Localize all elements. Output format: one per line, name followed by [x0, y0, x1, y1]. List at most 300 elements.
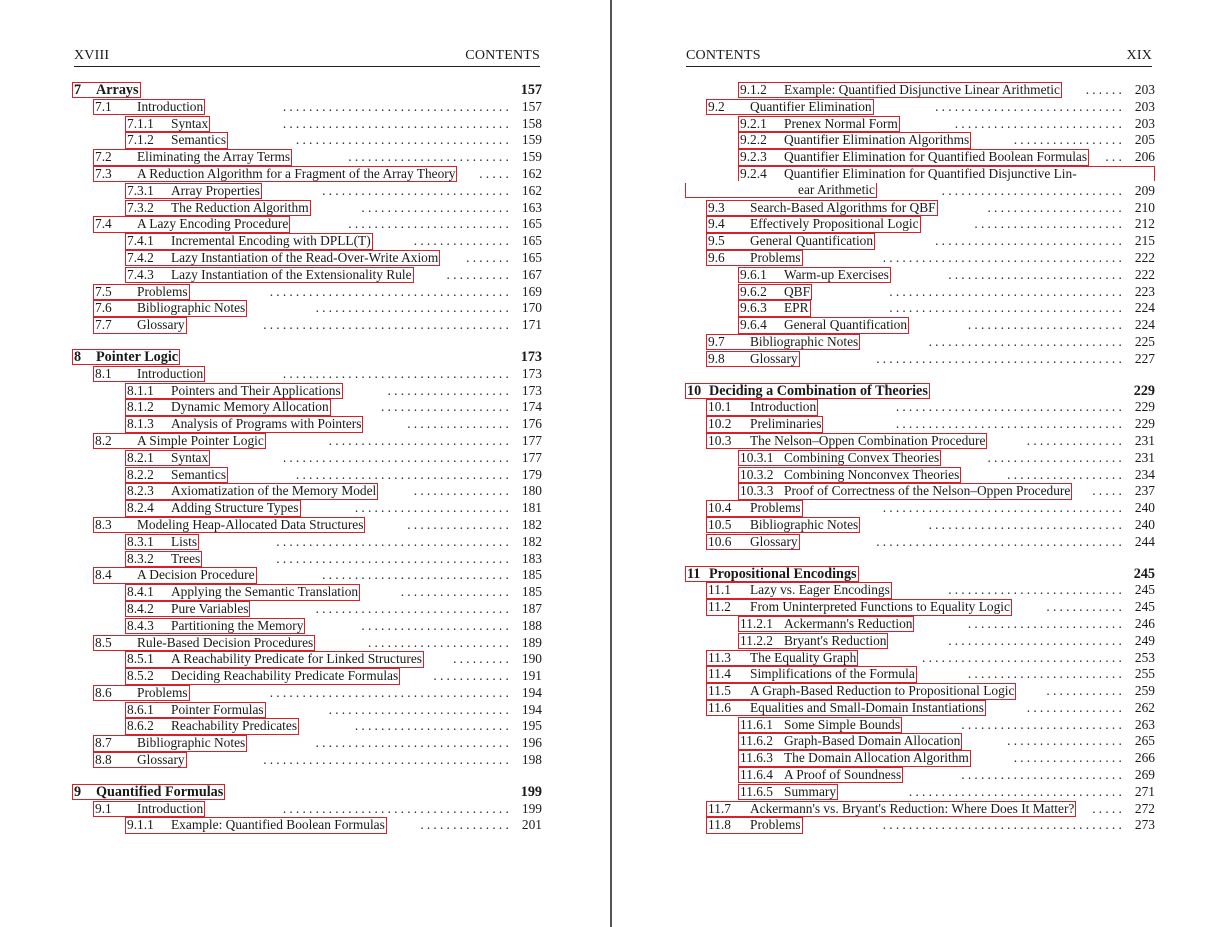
toc-section-entry[interactable] [72, 149, 542, 166]
dot-leader: ..... [479, 165, 512, 181]
toc-title: Quantifier Elimination for Quantified Disjunctive Lin- [784, 165, 1077, 181]
toc-link[interactable] [93, 567, 257, 583]
toc-page-number: 266 [1134, 750, 1155, 766]
toc-number: 8.5 [95, 634, 112, 650]
toc-subsection-entry[interactable] [72, 132, 542, 149]
toc-title: QBF [784, 283, 811, 299]
toc-number: 11.6.5 [740, 783, 773, 799]
toc-section-entry[interactable] [685, 216, 1155, 233]
toc-link[interactable] [125, 817, 387, 833]
toc-link[interactable] [738, 633, 888, 649]
toc-link[interactable] [738, 767, 903, 783]
toc-subsection-entry[interactable] [685, 733, 1155, 750]
toc-section-entry[interactable] [685, 250, 1155, 267]
toc-number: 8 [74, 348, 82, 365]
running-title: CONTENTS [686, 48, 761, 63]
dot-leader: ................................... [282, 98, 512, 114]
toc-link[interactable] [125, 416, 363, 432]
toc-number: 8.2.4 [127, 500, 154, 516]
toc-link[interactable] [738, 116, 900, 132]
toc-title: Bibliographic Notes [137, 300, 246, 316]
toc-link[interactable] [738, 300, 811, 316]
toc-section-entry[interactable] [685, 433, 1155, 450]
toc-number: 9.2.2 [740, 132, 767, 148]
dot-leader: ........................ [967, 317, 1125, 333]
toc-number: 7.6 [95, 300, 112, 316]
toc-number: 9.2.1 [740, 115, 767, 131]
toc-section-entry[interactable] [685, 666, 1155, 683]
toc-subsection-entry[interactable] [72, 551, 542, 568]
toc-link[interactable] [125, 200, 311, 216]
toc-number: 8.2.2 [127, 466, 154, 482]
toc-page-number: 259 [1134, 683, 1155, 699]
toc-link[interactable] [125, 534, 199, 550]
toc-number: 8.1.2 [127, 399, 154, 415]
toc-section-entry[interactable] [72, 300, 542, 317]
toc-link[interactable] [125, 183, 262, 199]
toc-section-entry[interactable] [685, 817, 1155, 834]
toc-chapter-entry[interactable] [72, 349, 542, 366]
dot-leader: ................................... [895, 416, 1125, 432]
toc-number: 9.6.3 [740, 300, 767, 316]
toc-title: Problems [137, 283, 188, 299]
toc-page-number: 223 [1134, 283, 1155, 299]
toc-link[interactable] [706, 99, 874, 115]
toc-link[interactable] [125, 267, 414, 283]
toc-link[interactable] [706, 233, 875, 249]
toc-page-number: 240 [1134, 500, 1155, 516]
toc-link[interactable] [706, 200, 938, 216]
toc-link[interactable] [706, 700, 986, 716]
toc-link[interactable] [125, 116, 210, 132]
toc-link[interactable] [738, 750, 971, 766]
toc-link[interactable] [125, 718, 299, 734]
dot-leader: ... [1105, 149, 1125, 165]
dot-leader: ............... [1026, 699, 1125, 715]
toc-link[interactable] [706, 817, 803, 833]
toc-title: Effectively Propositional Logic [750, 216, 919, 232]
dot-leader: .................................... [889, 300, 1125, 316]
chapter-gap [685, 551, 1155, 566]
toc-subsection-entry[interactable] [685, 717, 1155, 734]
toc-subsection-entry[interactable] [72, 483, 542, 500]
toc-number: 8.4.1 [127, 584, 154, 600]
toc-page-number: 269 [1134, 767, 1155, 783]
toc-link[interactable] [125, 399, 331, 415]
toc-page-number: 203 [1134, 82, 1155, 97]
dot-leader: ............... [1026, 432, 1125, 448]
toc-link[interactable] [738, 483, 1072, 499]
toc-link[interactable] [93, 366, 205, 382]
toc-link[interactable] [93, 752, 187, 768]
toc-title: Proof of Correctness of the Nelson–Oppen Procedure [784, 483, 1071, 499]
toc-subsection-entry[interactable] [685, 767, 1155, 784]
toc-subsection-entry[interactable] [72, 183, 542, 200]
toc-title: Deciding Reachability Predicate Formulas [171, 668, 399, 684]
toc-subsection-entry[interactable] [72, 668, 542, 685]
toc-link[interactable] [706, 416, 823, 432]
toc-section-entry[interactable] [685, 517, 1155, 534]
toc-number: 10 [687, 382, 702, 399]
toc-section-entry[interactable] [72, 517, 542, 534]
toc-section-entry[interactable] [72, 752, 542, 769]
dot-leader: .............................. [315, 300, 512, 316]
toc-link[interactable] [738, 733, 962, 749]
toc-title: Introduction [137, 365, 204, 381]
toc-link[interactable] [706, 666, 917, 682]
dot-leader: ............................. [935, 233, 1125, 249]
toc-link[interactable] [706, 534, 800, 550]
toc-link[interactable] [738, 132, 971, 148]
toc-subsection-entry[interactable] [685, 483, 1155, 500]
toc-link[interactable] [685, 183, 877, 198]
chapter-gap [685, 368, 1155, 383]
toc-link[interactable] [685, 383, 930, 399]
toc-section-entry[interactable] [685, 599, 1155, 616]
toc-link[interactable] [706, 599, 1012, 615]
toc-number: 7.4.1 [127, 233, 154, 249]
toc-section-entry[interactable] [72, 433, 542, 450]
toc-title: Example: Quantified Disjunctive Linear Arithmetic [784, 82, 1060, 97]
toc-title: Lazy vs. Eager Encodings [750, 582, 890, 598]
toc-subsection-entry[interactable] [72, 702, 542, 719]
toc-section-entry[interactable] [685, 334, 1155, 351]
toc-title: Equalities and Small-Domain Instantiations [750, 699, 984, 715]
dot-leader: ............................. [935, 98, 1125, 114]
toc-link[interactable] [125, 132, 228, 148]
toc-section-entry[interactable] [685, 99, 1155, 116]
toc-link[interactable] [125, 702, 266, 718]
toc-number: 11 [687, 565, 701, 582]
toc-title: Ackermann's Reduction [784, 615, 913, 631]
toc-subsection-entry[interactable] [72, 500, 542, 517]
toc-subsection-entry[interactable] [685, 784, 1155, 801]
toc-subsection-entry[interactable] [685, 750, 1155, 767]
toc-link[interactable] [125, 467, 228, 483]
toc-page-number: 222 [1134, 249, 1155, 265]
dot-leader: ................................... [282, 800, 512, 816]
toc-subsection-entry[interactable] [685, 633, 1155, 650]
toc-link[interactable] [738, 467, 961, 483]
toc-link[interactable] [125, 584, 360, 600]
toc-link[interactable] [93, 284, 190, 300]
toc-link[interactable] [706, 500, 803, 516]
toc-subsection-entry[interactable] [685, 149, 1155, 166]
toc-title: Graph-Based Domain Allocation [784, 733, 961, 749]
toc-subsection-entry[interactable] [72, 250, 542, 267]
dot-leader: ..................................... [269, 283, 512, 299]
toc-link[interactable] [738, 267, 891, 283]
toc-section-entry[interactable] [685, 500, 1155, 517]
toc-title: A Lazy Encoding Procedure [137, 216, 289, 232]
toc-section-entry[interactable] [685, 351, 1155, 368]
toc-link[interactable] [706, 650, 858, 666]
toc-section-entry[interactable] [685, 650, 1155, 667]
toc-number: 11.6.4 [740, 767, 773, 783]
toc-page-number: 194 [521, 701, 542, 717]
toc-number: 10.3.3 [740, 483, 774, 499]
toc-link[interactable] [125, 668, 400, 684]
toc-subsection-entry[interactable] [685, 82, 1155, 99]
toc-section-entry[interactable] [72, 284, 542, 301]
toc-subsection-entry[interactable] [72, 399, 542, 416]
dot-leader: ........................... [948, 582, 1125, 598]
toc-number: 8.2.1 [127, 449, 154, 465]
toc-number: 7.3.1 [127, 182, 154, 198]
dot-leader: ................................... [282, 115, 512, 131]
toc-chapter-entry[interactable] [685, 383, 1155, 400]
right-page [613, 0, 1224, 927]
toc-section-entry[interactable] [685, 233, 1155, 250]
toc-subsection-entry[interactable] [685, 300, 1155, 317]
toc-link[interactable] [93, 166, 457, 182]
dot-leader: .............................. [928, 333, 1125, 349]
toc-section-entry[interactable] [72, 99, 542, 116]
toc-page-number: 183 [521, 550, 542, 566]
toc-link[interactable] [93, 635, 315, 651]
dot-leader: .................... [381, 399, 512, 415]
toc-title: Pointers and Their Applications [171, 382, 341, 398]
toc-link[interactable] [706, 250, 803, 266]
toc-section-entry[interactable] [685, 700, 1155, 717]
toc-title: Warm-up Exercises [784, 266, 889, 282]
toc-page-number: 224 [1134, 300, 1155, 316]
toc-title: General Quantification [784, 317, 908, 333]
toc-subsection-entry[interactable] [72, 383, 542, 400]
toc-subsection-entry[interactable] [72, 534, 542, 551]
toc-link[interactable] [93, 801, 205, 817]
toc-link[interactable] [738, 717, 902, 733]
toc-subsection-entry[interactable] [685, 267, 1155, 284]
toc-link[interactable] [93, 517, 365, 533]
toc-subsection-entry[interactable] [72, 618, 542, 635]
toc-link[interactable] [125, 233, 373, 249]
toc-subsection-entry[interactable] [72, 817, 542, 834]
toc-number: 9.2 [708, 98, 725, 114]
toc-number: 8.4.2 [127, 600, 154, 616]
toc-link[interactable] [125, 500, 301, 516]
toc-section-entry[interactable] [685, 582, 1155, 599]
toc-subsection-entry[interactable] [72, 601, 542, 618]
dot-leader: ..................... [987, 199, 1125, 215]
toc-subsection-entry[interactable] [685, 467, 1155, 484]
toc-number: 7.1.2 [127, 132, 154, 148]
toc-link[interactable] [125, 651, 424, 667]
dot-leader: ............ [1046, 683, 1125, 699]
toc-title: General Quantification [750, 233, 874, 249]
toc-number: 8.3 [95, 516, 112, 532]
toc-chapter-entry[interactable] [72, 82, 542, 99]
toc-section-entry[interactable] [685, 534, 1155, 551]
toc-subsection-entry[interactable] [685, 317, 1155, 334]
toc-link[interactable] [738, 317, 909, 333]
toc-section-entry[interactable] [685, 399, 1155, 416]
toc-link[interactable] [738, 284, 812, 300]
toc-number: 11.6.2 [740, 733, 773, 749]
toc-subsection-entry[interactable] [72, 200, 542, 217]
toc-link[interactable] [93, 149, 292, 165]
toc-page-number: 240 [1134, 516, 1155, 532]
toc-page-number: 194 [521, 684, 542, 700]
page-folio: XVIII [74, 48, 110, 63]
toc-number: 9.1 [95, 800, 112, 816]
toc-section-entry[interactable] [685, 801, 1155, 818]
dot-leader: .................................... [276, 533, 512, 549]
toc-number: 9.6.2 [740, 283, 767, 299]
toc-subsection-entry[interactable] [72, 718, 542, 735]
left-page-header [74, 48, 540, 67]
toc-title: Syntax [171, 449, 209, 465]
toc-page-number: 163 [521, 199, 542, 215]
toc-title: Axiomatization of the Memory Model [171, 483, 377, 499]
toc-subsection-entry[interactable] [685, 116, 1155, 133]
toc-subsection-entry[interactable] [72, 467, 542, 484]
toc-link[interactable] [125, 383, 343, 399]
toc-chapter-entry[interactable] [72, 784, 542, 801]
toc-section-entry[interactable] [72, 685, 542, 702]
toc-page-number: 185 [521, 567, 542, 583]
toc-link[interactable] [706, 582, 892, 598]
toc-subsection-entry[interactable] [72, 651, 542, 668]
toc-page-number: 189 [521, 634, 542, 650]
toc-number: 8.4 [95, 567, 112, 583]
toc-link[interactable] [706, 334, 860, 350]
toc-subsection-entry[interactable] [72, 416, 542, 433]
toc-link[interactable] [738, 784, 838, 800]
toc-link[interactable] [93, 99, 205, 115]
toc-section-entry[interactable] [685, 416, 1155, 433]
toc-subsection-entry[interactable] [72, 233, 542, 250]
left-page [0, 0, 611, 927]
toc-subsection-entry[interactable] [685, 284, 1155, 301]
toc-page-number: 246 [1134, 615, 1155, 631]
toc-subsection-entry[interactable] [72, 450, 542, 467]
toc-link[interactable] [72, 349, 180, 365]
dot-leader: ................................... [282, 449, 512, 465]
toc-link[interactable] [125, 601, 250, 617]
chapter-gap [72, 334, 542, 349]
toc-link[interactable] [738, 450, 941, 466]
toc-link[interactable] [738, 149, 1089, 165]
toc-section-entry[interactable] [72, 366, 542, 383]
toc-section-entry[interactable] [72, 317, 542, 334]
toc-section-entry[interactable] [72, 801, 542, 818]
toc-title: Quantified Formulas [96, 783, 224, 800]
toc-link[interactable] [125, 551, 202, 567]
toc-subsection-entry[interactable] [72, 116, 542, 133]
toc-title: A Graph-Based Reduction to Propositional Logic [750, 683, 1015, 699]
toc-link[interactable] [125, 450, 210, 466]
toc-link[interactable] [125, 250, 440, 266]
dot-leader: ........................ [354, 500, 512, 516]
left-toc [72, 82, 542, 834]
dot-leader: ......................... [961, 716, 1125, 732]
toc-title: Applying the Semantic Translation [171, 584, 359, 600]
toc-title: The Nelson–Oppen Combination Procedure [750, 432, 986, 448]
toc-section-entry[interactable] [72, 635, 542, 652]
toc-subsection-entry[interactable] [685, 616, 1155, 633]
toc-subsection-entry[interactable] [685, 132, 1155, 149]
toc-number: 7 [74, 82, 82, 98]
toc-section-entry[interactable] [72, 166, 542, 183]
toc-subsection-entry[interactable] [685, 166, 1155, 183]
dot-leader: ....................... [974, 216, 1125, 232]
toc-link[interactable] [706, 216, 921, 232]
dot-leader: .................. [1007, 466, 1125, 482]
toc-page-number: 180 [521, 483, 542, 499]
toc-link[interactable] [93, 735, 247, 751]
dot-leader: .................................... [276, 550, 512, 566]
toc-section-entry[interactable] [685, 683, 1155, 700]
toc-link[interactable] [685, 566, 859, 582]
toc-subsection-entry[interactable] [685, 450, 1155, 467]
toc-title: EPR [784, 300, 809, 316]
toc-section-entry[interactable] [72, 567, 542, 584]
toc-link[interactable] [706, 801, 1076, 817]
toc-subsection-entry[interactable] [685, 183, 1155, 200]
toc-subsection-entry[interactable] [72, 584, 542, 601]
toc-link[interactable] [706, 683, 1016, 699]
dot-leader: ................ [407, 416, 512, 432]
toc-page-number: 159 [521, 149, 542, 165]
toc-link[interactable] [706, 433, 987, 449]
dot-leader: ................. [400, 584, 512, 600]
toc-section-entry[interactable] [72, 216, 542, 233]
toc-title: Example: Quantified Boolean Formulas [171, 817, 385, 833]
toc-link[interactable] [93, 216, 290, 232]
toc-page-number: 181 [521, 500, 542, 516]
toc-number: 9.2.4 [740, 165, 767, 181]
toc-subsection-entry[interactable] [72, 267, 542, 284]
toc-number: 7.4.2 [127, 249, 154, 265]
dot-leader: ..... [1092, 800, 1125, 816]
toc-link[interactable] [125, 483, 378, 499]
toc-page-number: 177 [521, 449, 542, 465]
toc-link[interactable] [72, 784, 225, 800]
toc-number: 10.3.2 [740, 466, 774, 482]
page-folio: XIX [1126, 48, 1152, 63]
toc-section-entry[interactable] [72, 735, 542, 752]
toc-link[interactable] [93, 433, 266, 449]
toc-page-number: 212 [1134, 216, 1155, 232]
toc-page-number: 157 [520, 82, 542, 98]
toc-link[interactable] [706, 399, 818, 415]
toc-link[interactable] [72, 82, 141, 98]
toc-link[interactable] [125, 618, 305, 634]
toc-number: 7.1 [95, 98, 112, 114]
toc-link[interactable] [738, 82, 1062, 98]
toc-title: Quantifier Elimination [750, 98, 872, 114]
toc-link[interactable] [738, 166, 1155, 181]
toc-title: The Reduction Algorithm [171, 199, 309, 215]
toc-title: Syntax [171, 115, 209, 131]
toc-link[interactable] [93, 685, 190, 701]
toc-section-entry[interactable] [685, 200, 1155, 217]
toc-page-number: 195 [521, 718, 542, 734]
dot-leader: .................. [1007, 733, 1125, 749]
dot-leader: .............................. [928, 516, 1125, 532]
toc-link[interactable] [93, 300, 247, 316]
toc-number: 9.7 [708, 333, 725, 349]
toc-title: Quantifier Elimination Algorithms [784, 132, 970, 148]
toc-title: Glossary [137, 317, 185, 333]
toc-chapter-entry[interactable] [685, 566, 1155, 583]
toc-link[interactable] [706, 351, 800, 367]
toc-link[interactable] [738, 616, 914, 632]
toc-link[interactable] [93, 317, 187, 333]
toc-link[interactable] [706, 517, 860, 533]
toc-title: Glossary [750, 533, 798, 549]
